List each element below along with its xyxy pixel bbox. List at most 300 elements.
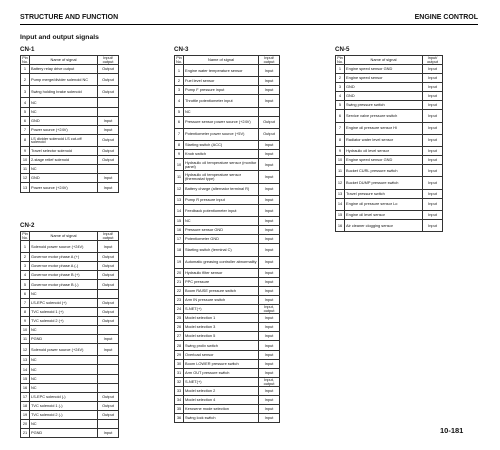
- table-row: [336, 165, 443, 177]
- signal-name: Power source (+24V): [30, 183, 98, 192]
- signal-name: Governor motor phase B (-): [30, 280, 98, 289]
- signal-name: Model selection 1: [184, 314, 259, 323]
- pin-number: 1: [21, 241, 30, 253]
- input-output: Input: [259, 414, 280, 423]
- signal-name: Model selection 4: [184, 396, 259, 405]
- table-row: [175, 377, 280, 386]
- table-row: [21, 174, 119, 183]
- input-output: Input: [423, 122, 443, 134]
- signal-name: Fuel level sensor: [184, 77, 259, 86]
- input-output: Input: [259, 217, 280, 226]
- pin-number: 15: [336, 210, 345, 219]
- signal-name: Engine oil pressure sensor Lo: [345, 198, 423, 210]
- signal-name: Bucket CURL pressure switch: [345, 165, 423, 177]
- col-signal-name: Name of signal: [30, 56, 98, 65]
- input-output: Input: [259, 359, 280, 368]
- input-output: Input: [259, 150, 280, 159]
- input-output: Input: [259, 386, 280, 395]
- input-output: Input: [423, 65, 443, 74]
- col-pin-no: Pin No.: [22, 55, 29, 64]
- pin-number: 36: [175, 414, 184, 423]
- input-output: Output: [98, 316, 119, 325]
- pin-number: 6: [336, 110, 345, 122]
- table-row: [175, 195, 280, 204]
- pin-number: 15: [175, 217, 184, 226]
- input-output: Input: [423, 165, 443, 177]
- pin-number: 28: [175, 341, 184, 350]
- signal-name: Governor motor phase A (+): [30, 253, 98, 262]
- pin-number: 31: [175, 368, 184, 377]
- table-row: [336, 122, 443, 134]
- signal-name: Engine oil level sensor: [345, 210, 423, 219]
- pin-number: 9: [336, 147, 345, 156]
- input-output: [98, 107, 119, 116]
- pin-number: 20: [21, 419, 30, 428]
- input-output: Input: [259, 323, 280, 332]
- pin-number: 3: [21, 86, 30, 98]
- signal-name: TVC solenoid 2 (+): [30, 316, 98, 325]
- table-row: [175, 159, 280, 171]
- table-row: [21, 289, 119, 298]
- input-output: Input: [423, 156, 443, 165]
- pin-number: 21: [175, 277, 184, 286]
- signal-name: Model selection 3: [184, 323, 259, 332]
- cn1-label: CN-1: [20, 46, 35, 53]
- input-output: Input: [423, 198, 443, 210]
- pin-number: 17: [21, 392, 30, 401]
- signal-name: LS-EPC solenoid (-): [30, 392, 98, 401]
- input-output: Input: [259, 77, 280, 86]
- input-output: Output: [98, 271, 119, 280]
- col-signal-name: Name of signal: [30, 232, 98, 241]
- table-row: [175, 323, 280, 332]
- table-row: [21, 134, 119, 146]
- signal-name: PGND: [30, 335, 98, 344]
- input-output: Input: [259, 141, 280, 150]
- signal-name: TVC solenoid 2 (-): [30, 410, 98, 419]
- table-row: [175, 396, 280, 405]
- input-output: Input: [423, 83, 443, 92]
- pin-number: 8: [21, 134, 30, 146]
- col-input-output: Input/ output: [98, 56, 119, 65]
- pin-number: 20: [175, 268, 184, 277]
- signal-name: Boom RAISE pressure switch: [184, 286, 259, 295]
- pin-number: 6: [175, 116, 184, 128]
- pin-number: 9: [21, 147, 30, 156]
- pin-number: 13: [21, 183, 30, 192]
- table-row: [336, 101, 443, 110]
- page-header: [20, 13, 478, 25]
- signal-name: GND: [345, 83, 423, 92]
- table-row: [175, 204, 280, 216]
- table-row: [175, 107, 280, 116]
- table-row: [175, 286, 280, 295]
- signal-name: LS divider solenoid LS cut-off solenoid: [30, 134, 98, 146]
- table-row: [175, 150, 280, 159]
- signal-name: NC: [30, 419, 98, 428]
- pin-number: 3: [21, 262, 30, 271]
- input-output: Input: [259, 95, 280, 107]
- signal-name: TVC solenoid 1 (-): [30, 401, 98, 410]
- pin-number: 24: [175, 305, 184, 314]
- table-row: [21, 410, 119, 419]
- table-row: [21, 241, 119, 253]
- table-row: [175, 244, 280, 256]
- pin-number: 10: [175, 159, 184, 171]
- input-output: Input: [259, 256, 280, 268]
- cn5-label: CN-5: [335, 46, 350, 53]
- input-output: Input: [423, 177, 443, 189]
- input-output: Output: [98, 392, 119, 401]
- input-output: Input: [259, 226, 280, 235]
- signal-name: LS-EPC solenoid (+): [30, 298, 98, 307]
- input-output: [98, 325, 119, 334]
- table-row: [21, 374, 119, 383]
- input-output: Input: [259, 159, 280, 171]
- signal-name: Starting switch (terminal C): [184, 244, 259, 256]
- signal-name: Starting switch (ACC): [184, 141, 259, 150]
- table-row: [175, 141, 280, 150]
- pin-number: 14: [336, 198, 345, 210]
- signal-name: Service valve pressure switch: [345, 110, 423, 122]
- pin-number: 14: [21, 365, 30, 374]
- input-output: Input: [259, 286, 280, 295]
- pin-number: 16: [175, 226, 184, 235]
- table-row: [175, 171, 280, 183]
- input-output: Input: [259, 204, 280, 216]
- cn3-signal-table: [174, 55, 280, 423]
- input-output: Output: [98, 401, 119, 410]
- input-output: Input: [259, 368, 280, 377]
- signal-name: Kerosene mode selection: [184, 405, 259, 414]
- input-output: Input: [259, 183, 280, 195]
- table-row: [21, 74, 119, 86]
- pin-number: 5: [175, 107, 184, 116]
- cn5-signal-table: [335, 55, 443, 232]
- section-title: Input and output signals: [20, 34, 99, 41]
- pin-number: 10: [21, 156, 30, 165]
- input-output: Input: [423, 74, 443, 83]
- signal-name: Feedback potentiometer input: [184, 204, 259, 216]
- header-section-title: STRUCTURE AND FUNCTION: [20, 14, 119, 21]
- signal-name: Hydraulic oil level sensor: [345, 147, 423, 156]
- table-row: [336, 74, 443, 83]
- table-row: [336, 177, 443, 189]
- signal-name: NC: [30, 325, 98, 334]
- table-row: [175, 277, 280, 286]
- table-row: [21, 253, 119, 262]
- input-output: Input: [98, 125, 119, 134]
- signal-name: Potentiometer GND: [184, 235, 259, 244]
- input-output: Input, output: [259, 305, 280, 314]
- pin-number: 5: [336, 101, 345, 110]
- signal-name: Swing pressure switch: [345, 101, 423, 110]
- table-row: [21, 365, 119, 374]
- signal-name: Pump R pressure input: [184, 195, 259, 204]
- signal-name: NC: [30, 365, 98, 374]
- col-pin-no: Pin No.: [337, 55, 344, 64]
- table-row: [21, 356, 119, 365]
- input-output: [98, 374, 119, 383]
- table-row: [175, 86, 280, 95]
- table-row: [336, 219, 443, 231]
- pin-number: 25: [175, 314, 184, 323]
- pin-number: 5: [21, 107, 30, 116]
- input-output: Input: [98, 335, 119, 344]
- table-row: [175, 235, 280, 244]
- pin-number: 11: [175, 171, 184, 183]
- pin-number: 11: [21, 165, 30, 174]
- table-row: [336, 156, 443, 165]
- input-output: Input: [423, 101, 443, 110]
- pin-number: 23: [175, 296, 184, 305]
- pin-number: 11: [336, 165, 345, 177]
- pin-number: 26: [175, 323, 184, 332]
- pin-number: 10: [21, 325, 30, 334]
- signal-name: Engine oil pressure sensor Hi: [345, 122, 423, 134]
- table-row: [21, 280, 119, 289]
- cn2-signal-table: [20, 231, 119, 438]
- input-output: Output: [98, 74, 119, 86]
- table-row: [175, 332, 280, 341]
- signal-name: NC: [30, 289, 98, 298]
- input-output: Input: [259, 235, 280, 244]
- input-output: [98, 165, 119, 174]
- pin-number: 19: [21, 410, 30, 419]
- signal-name: Engine speed sensor GND: [345, 156, 423, 165]
- signal-name: Travel pressure switch: [345, 189, 423, 198]
- pin-number: 16: [336, 219, 345, 231]
- pin-number: 13: [175, 195, 184, 204]
- pin-number: 6: [21, 289, 30, 298]
- signal-name: GND: [30, 116, 98, 125]
- table-row: [175, 350, 280, 359]
- input-output: [98, 289, 119, 298]
- signal-name: S-NET(+): [184, 377, 259, 386]
- signal-name: NC: [184, 107, 259, 116]
- pin-number: 12: [175, 183, 184, 195]
- signal-name: Potentiometer power source (+5V): [184, 128, 259, 140]
- signal-name: Governor motor phase B (+): [30, 271, 98, 280]
- col-signal-name: Name of signal: [345, 56, 423, 65]
- pin-number: 19: [175, 256, 184, 268]
- input-output: Input: [259, 244, 280, 256]
- table-row: [175, 226, 280, 235]
- input-output: Input: [259, 341, 280, 350]
- table-row: [175, 359, 280, 368]
- col-input-output: Input/ output: [423, 56, 443, 65]
- table-row: [336, 92, 443, 101]
- input-output: Input: [423, 189, 443, 198]
- table-row: [21, 183, 119, 192]
- pin-number: 2: [21, 74, 30, 86]
- signal-name: Hydraulic oil temperature sensor (thermostat type): [184, 171, 259, 183]
- col-input-output: Input/ output: [98, 232, 119, 241]
- signal-name: Battery charge (alternator terminal R): [184, 183, 259, 195]
- signal-name: Arm IN pressure switch: [184, 296, 259, 305]
- table-row: [175, 65, 280, 77]
- signal-name: Solenoid power source (+24V): [30, 344, 98, 356]
- table-row: [175, 116, 280, 128]
- signal-name: Air cleaner clogging sensor: [345, 219, 423, 231]
- input-output: Output: [98, 147, 119, 156]
- pin-number: 7: [21, 125, 30, 134]
- cn1-signal-table: [20, 55, 119, 193]
- table-row: [175, 268, 280, 277]
- signal-name: GND: [345, 92, 423, 101]
- table-row: [21, 98, 119, 107]
- input-output: Input: [98, 429, 119, 438]
- signal-name: NC: [30, 107, 98, 116]
- cn2-label: CN-2: [20, 222, 35, 229]
- pin-number: 3: [175, 86, 184, 95]
- table-row: [21, 335, 119, 344]
- signal-name: Pump merge/divider solenoid NC: [30, 74, 98, 86]
- signal-name: Throttle potentiometer input: [184, 95, 259, 107]
- input-output: Input: [423, 210, 443, 219]
- col-pin-no: Pin No.: [176, 55, 183, 64]
- pin-number: 6: [21, 116, 30, 125]
- page-number: 10-181: [440, 426, 464, 435]
- table-row: [21, 86, 119, 98]
- input-output: Input: [423, 134, 443, 146]
- pin-number: 35: [175, 405, 184, 414]
- table-row: [21, 298, 119, 307]
- pin-number: 11: [21, 335, 30, 344]
- pin-number: 18: [21, 401, 30, 410]
- input-output: Input: [259, 405, 280, 414]
- input-output: Input: [423, 92, 443, 101]
- pin-number: 9: [21, 316, 30, 325]
- input-output: Input: [259, 396, 280, 405]
- input-output: Output: [98, 262, 119, 271]
- pin-number: 14: [175, 204, 184, 216]
- table-row: [21, 125, 119, 134]
- signal-name: Swing holding brake solenoid: [30, 86, 98, 98]
- table-row: [175, 183, 280, 195]
- table-row: [175, 314, 280, 323]
- signal-name: Hydraulic filter sensor: [184, 268, 259, 277]
- input-output: Output: [98, 86, 119, 98]
- table-row: [175, 256, 280, 268]
- signal-name: Swing lock switch: [184, 414, 259, 423]
- signal-name: Radiator water level sensor: [345, 134, 423, 146]
- pin-number: 10: [336, 156, 345, 165]
- signal-name: NC: [30, 383, 98, 392]
- table-row: [21, 325, 119, 334]
- input-output: Input: [423, 110, 443, 122]
- table-row: [175, 341, 280, 350]
- header-chapter-title: ENGINE CONTROL: [414, 14, 478, 21]
- pin-number: 21: [21, 429, 30, 438]
- input-output: Input: [423, 219, 443, 231]
- signal-name: Battery relay drive output: [30, 65, 98, 74]
- table-row: [336, 198, 443, 210]
- signal-name: Automatic greasing controller abnormality: [184, 256, 259, 268]
- table-row: [336, 83, 443, 92]
- pin-number: 7: [175, 128, 184, 140]
- pin-number: 9: [175, 150, 184, 159]
- pin-number: 2: [21, 253, 30, 262]
- table-row: [21, 107, 119, 116]
- table-row: [21, 262, 119, 271]
- input-output: Input: [98, 241, 119, 253]
- signal-name: Model selection 5: [184, 332, 259, 341]
- signal-name: Knob switch: [184, 150, 259, 159]
- signal-name: Governor motor phase A (-): [30, 262, 98, 271]
- table-row: [21, 65, 119, 74]
- signal-name: GND: [30, 174, 98, 183]
- pin-number: 32: [175, 377, 184, 386]
- input-output: Output: [259, 128, 280, 140]
- signal-name: PGND: [30, 429, 98, 438]
- signal-name: NC: [30, 374, 98, 383]
- signal-name: Pressure sensor GND: [184, 226, 259, 235]
- input-output: [98, 365, 119, 374]
- signal-name: 2-stage relief solenoid: [30, 156, 98, 165]
- pin-number: 2: [336, 74, 345, 83]
- table-row: [336, 65, 443, 74]
- input-output: Output: [98, 156, 119, 165]
- table-row: [21, 419, 119, 428]
- pin-number: 2: [175, 77, 184, 86]
- input-output: Input: [259, 268, 280, 277]
- pin-number: 4: [21, 271, 30, 280]
- table-row: [175, 386, 280, 395]
- signal-name: Arm OUT pressure switch: [184, 368, 259, 377]
- pin-number: 3: [336, 83, 345, 92]
- signal-name: Power source (+24V): [30, 125, 98, 134]
- input-output: Input: [259, 86, 280, 95]
- input-output: Input: [259, 171, 280, 183]
- signal-name: S-NET(+): [184, 305, 259, 314]
- input-output: Input: [259, 296, 280, 305]
- signal-name: Engine speed sensor GND: [345, 65, 423, 74]
- input-output: Input: [423, 147, 443, 156]
- signal-name: Swing prolix switch: [184, 341, 259, 350]
- table-row: [21, 116, 119, 125]
- pin-number: 5: [21, 280, 30, 289]
- signal-name: Travel selector solenoid: [30, 147, 98, 156]
- table-row: [175, 405, 280, 414]
- input-output: Output: [98, 134, 119, 146]
- pin-number: 7: [21, 298, 30, 307]
- pin-number: 29: [175, 350, 184, 359]
- input-output: Output: [98, 307, 119, 316]
- signal-name: NC: [30, 356, 98, 365]
- signal-name: Pump F pressure input: [184, 86, 259, 95]
- pin-number: 4: [175, 95, 184, 107]
- table-row: [175, 128, 280, 140]
- input-output: Input: [98, 183, 119, 192]
- input-output: [98, 98, 119, 107]
- col-signal-name: Name of signal: [184, 56, 259, 65]
- pin-number: 13: [21, 356, 30, 365]
- input-output: Output: [259, 116, 280, 128]
- table-row: [21, 165, 119, 174]
- table-row: [21, 316, 119, 325]
- pin-number: 12: [21, 174, 30, 183]
- table-row: [21, 156, 119, 165]
- pin-number: 12: [21, 344, 30, 356]
- table-row: [336, 147, 443, 156]
- input-output: Input: [259, 277, 280, 286]
- input-output: Input: [259, 332, 280, 341]
- pin-number: 8: [336, 134, 345, 146]
- input-output: Input: [98, 116, 119, 125]
- pin-number: 22: [175, 286, 184, 295]
- pin-number: 33: [175, 386, 184, 395]
